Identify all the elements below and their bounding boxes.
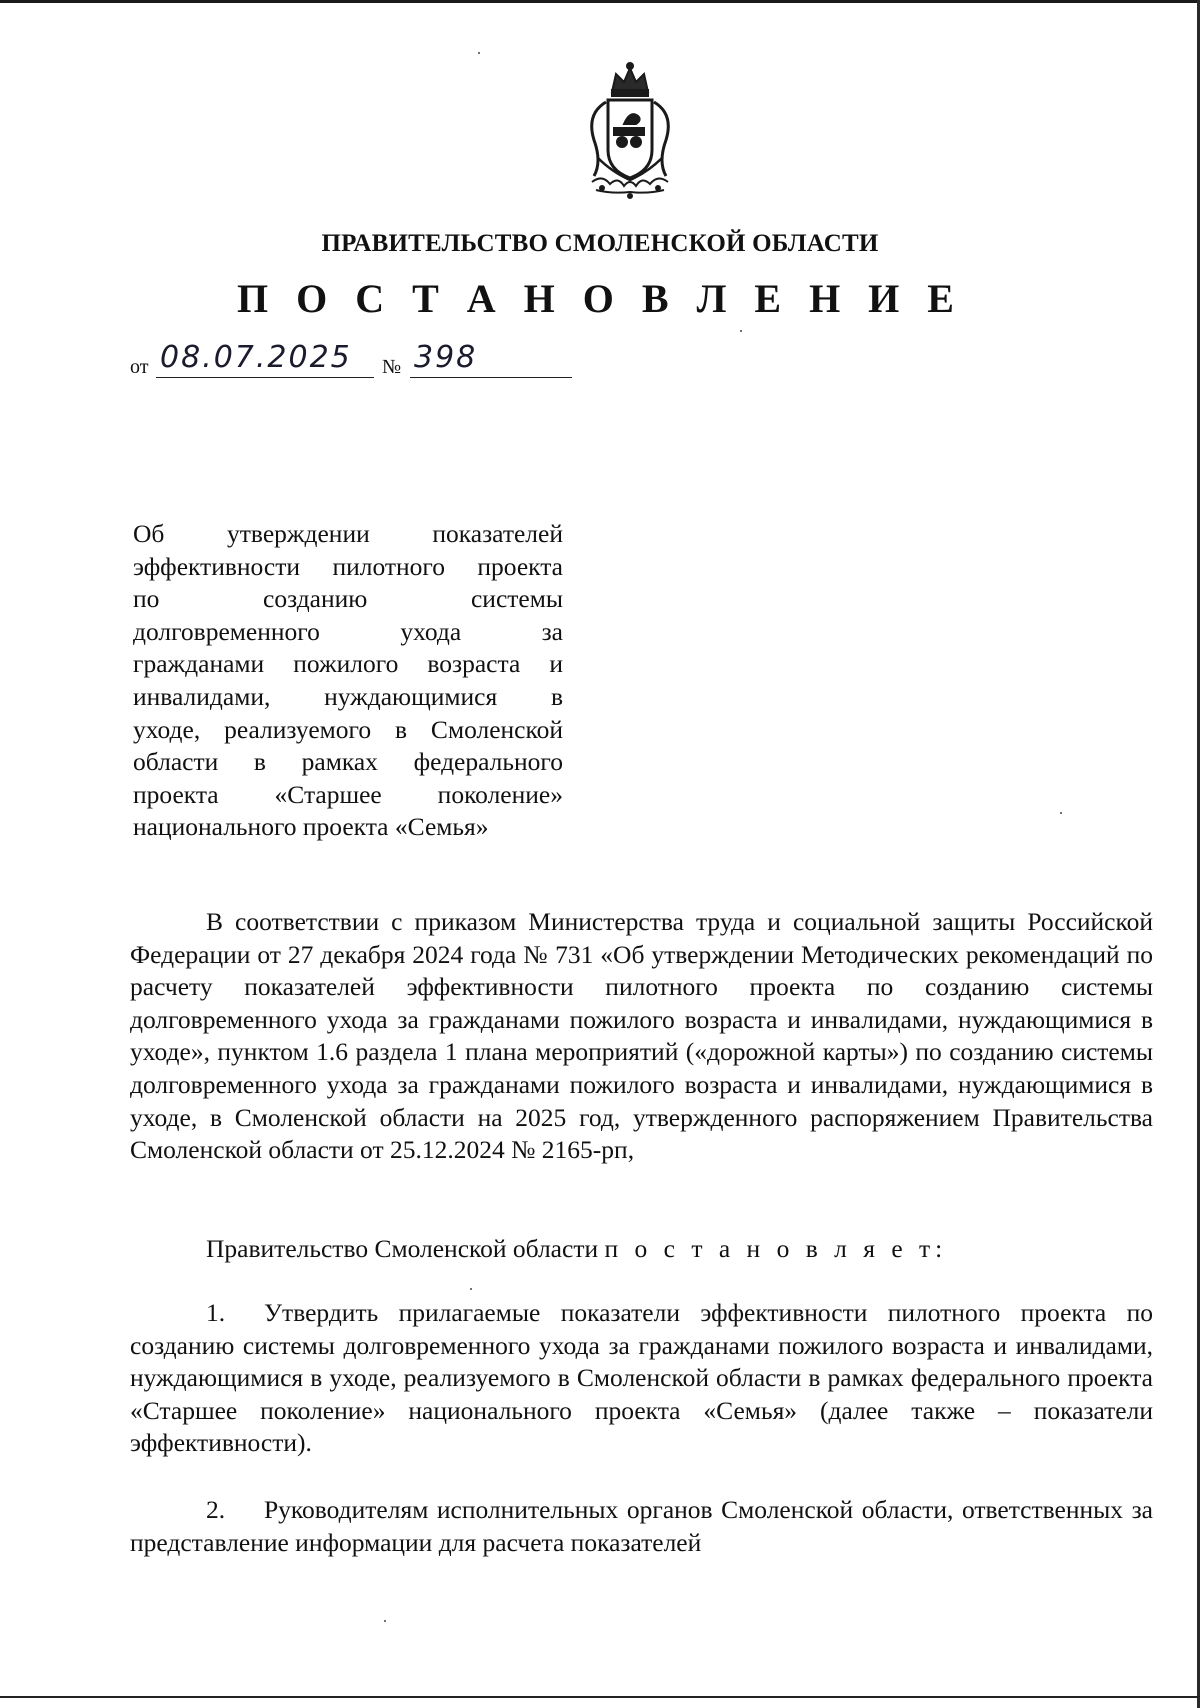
- scan-speck: [1060, 812, 1062, 814]
- subject-line: области в рамках федерального: [133, 747, 563, 777]
- item-number: 2.: [206, 1495, 226, 1524]
- scan-speck: [740, 330, 742, 332]
- subject-line: эффективности пилотного проекта: [133, 551, 563, 581]
- scan-bottom-edge: [0, 1696, 1200, 1698]
- date-label: от: [130, 356, 149, 378]
- subject-line: проекта «Старшее поколение»: [133, 779, 563, 809]
- subject-line: национального проекта «Семья»: [133, 812, 489, 842]
- numbered-item: [130, 1494, 1153, 1559]
- subject-line: гражданами пожилого возраста и: [133, 649, 563, 679]
- subject-line: по созданию системы: [133, 584, 563, 614]
- date-underline: [156, 377, 374, 378]
- date-number-line: [130, 340, 570, 380]
- preamble-paragraph: В соответствии с приказом Министерства труда и социальной защиты Российской Федерации от 27 декабря 2024 года № 731 «Об утверждении Методических рекомендаций по расчету показателей эффективности пилотного проекта по созданию системы долговременного ухода за гражданами пожилого возраста и инвалидами, нуждающимися в уходе», пунктом 1.6 раздела 1 плана мероприятий («дорожной карты») по созданию системы долговременного ухода за гражданами пожилого возраста и инвалидами, нуждающимися в уходе, в Смоленской области на 2025 год, утвержденного распоряжением Правительства Смоленской области от 25.12.2024 № 2165-рп,: [130, 907, 1153, 1165]
- resolution-verb: п о с т а н о в л я е т:: [604, 1234, 948, 1263]
- numbered-item: [130, 1297, 1153, 1460]
- number-underline: [410, 377, 572, 378]
- item-number: 1.: [206, 1298, 226, 1327]
- handwritten-date: 08.07.2025: [160, 340, 352, 375]
- scan-speck: [478, 52, 480, 54]
- scan-top-edge: [0, 0, 1200, 3]
- coat-of-arms-emblem: [572, 62, 688, 200]
- organization-name: ПРАВИТЕЛЬСТВО СМОЛЕНСКОЙ ОБЛАСТИ: [321, 230, 879, 257]
- document-type-title: П О С Т А Н О В Л Е Н И Е: [237, 276, 963, 321]
- item-text: Руководителям исполнительных органов Смоленской области, ответственных за представление информации для расчета показателей: [130, 1495, 1153, 1557]
- subject-line: долговременного ухода за: [133, 616, 563, 646]
- resolution-subject: Правительство Смоленской области: [206, 1234, 599, 1263]
- scan-speck: [470, 1288, 472, 1290]
- subject-line: Об утверждении показателей: [133, 519, 563, 548]
- subject-line: инвалидами, нуждающимися в: [133, 681, 563, 711]
- document-subject: [133, 518, 563, 844]
- subject-line: уходе, реализуемого в Смоленской: [133, 714, 563, 744]
- scan-speck: [384, 1620, 386, 1622]
- item-text: Утвердить прилагаемые показатели эффективности пилотного проекта по созданию системы долговременного ухода за гражданами пожилого возраста и инвалидами, нуждающимися в уходе, реализуемого в Смоленской области в рамках федерального проекта «Старшее поколение» национального проекта «Семья» (далее также – показатели эффективности).: [130, 1298, 1153, 1458]
- number-label: №: [382, 356, 402, 378]
- handwritten-number: 398: [414, 340, 478, 375]
- resolution-statement: [130, 1233, 1153, 1266]
